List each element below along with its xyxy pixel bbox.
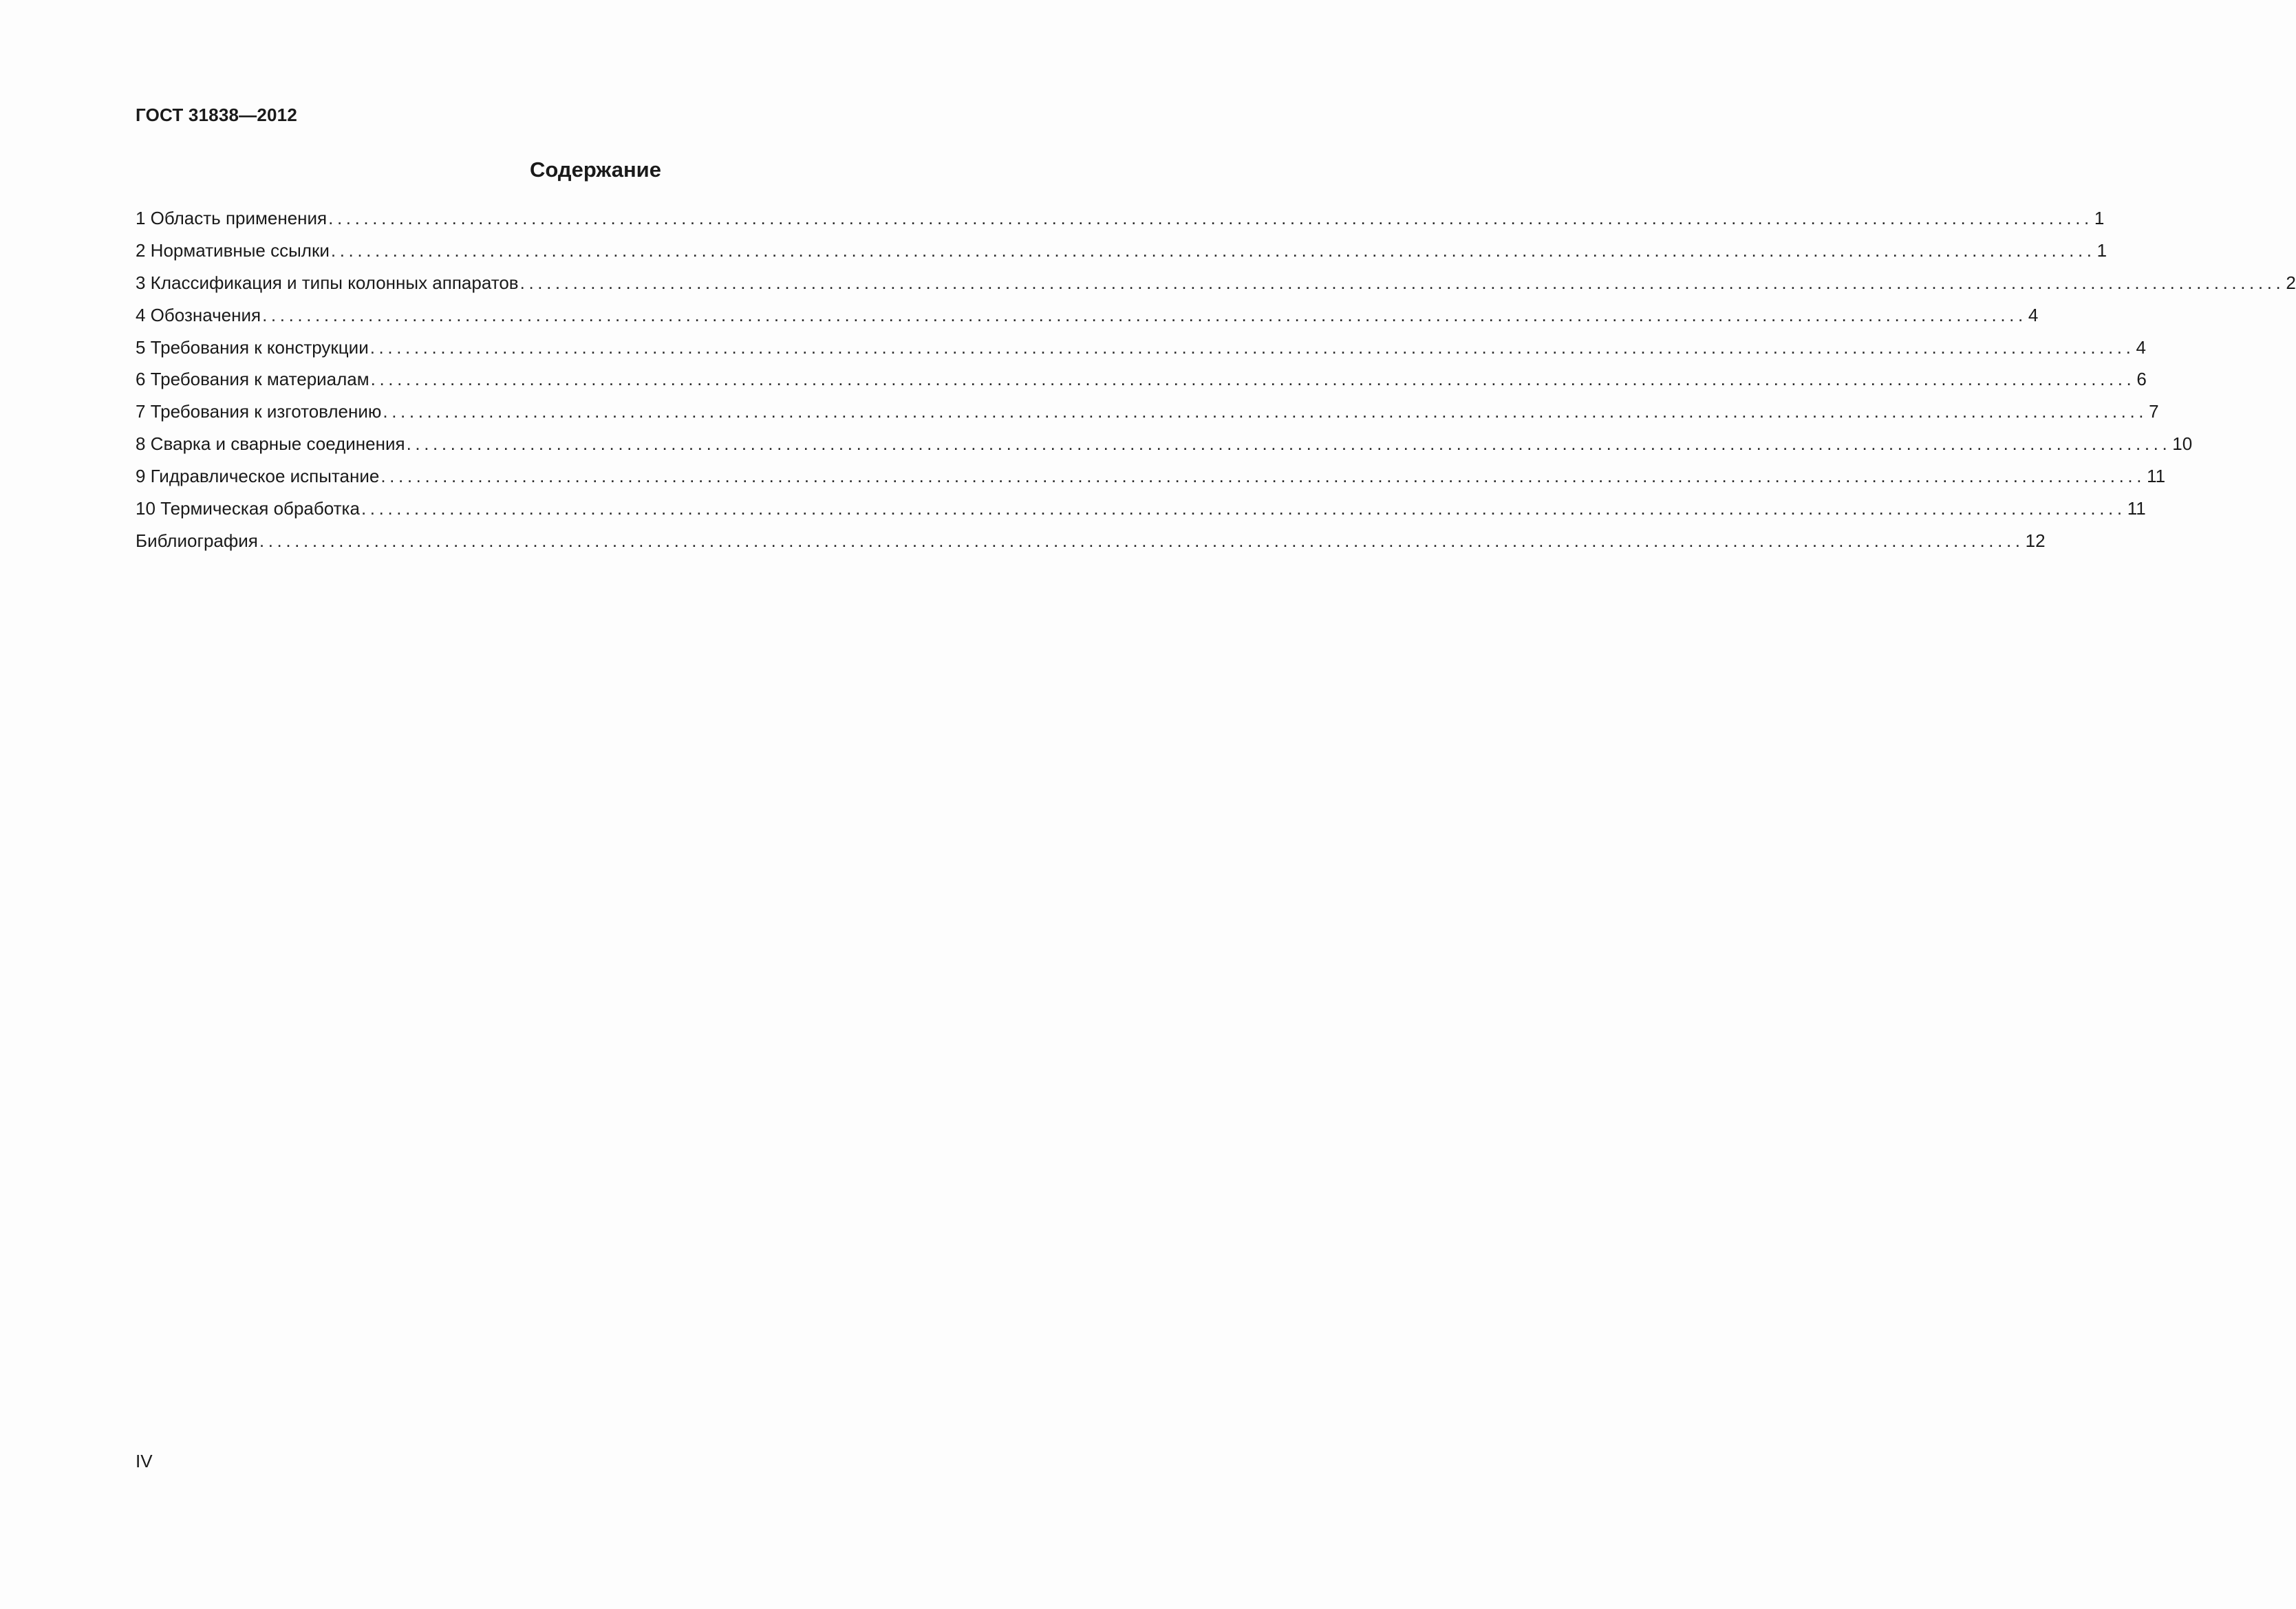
- toc-entry-title: 2 Нормативные ссылки: [136, 239, 330, 261]
- toc-entry[interactable]: [136, 304, 2039, 337]
- toc-leader-dots: ........................................................................................................................................................................................................: [262, 304, 2027, 325]
- toc-entry[interactable]: [136, 369, 2147, 401]
- toc-entry[interactable]: [136, 208, 2105, 240]
- toc-entry-page: 1: [2094, 208, 2105, 228]
- toc-entry[interactable]: [136, 336, 2146, 369]
- toc-entry-title: 5 Требования к конструкции: [136, 336, 369, 358]
- toc-entry-page: 12: [2025, 530, 2046, 551]
- toc-entry-page: 10: [2172, 433, 2193, 455]
- toc-leader-dots: ........................................................................................................................................................................................................: [383, 401, 2148, 422]
- toc-entry[interactable]: [136, 239, 2107, 272]
- toc-leader-dots: ........................................................................................................................................................................................................: [369, 336, 2135, 358]
- toc-entry[interactable]: [136, 466, 2166, 498]
- toc-entry-page: 7: [2149, 401, 2159, 422]
- toc-leader-dots: ........................................................................................................................................................................................................: [519, 272, 2285, 293]
- toc-leader-dots: ........................................................................................................................................................................................................: [406, 433, 2171, 455]
- toc-entry-title: 7 Требования к изготовлению: [136, 401, 382, 422]
- toc-entry-title: 10 Термическая обработка: [136, 498, 360, 519]
- toc-entry-page: 4: [2028, 304, 2039, 325]
- toc-entry[interactable]: [136, 433, 2193, 466]
- toc-entry[interactable]: [136, 272, 2296, 305]
- toc-entry-page: 1: [2096, 239, 2107, 261]
- toc-entry-page: 2: [2286, 272, 2296, 293]
- toc-heading: Содержание: [530, 158, 661, 182]
- toc-leader-dots: ........................................................................................................................................................................................................: [259, 530, 2024, 551]
- table-of-contents: [136, 208, 2296, 563]
- toc-leader-dots: ........................................................................................................................................................................................................: [361, 498, 2126, 519]
- document-code: ГОСТ 31838—2012: [136, 105, 297, 125]
- toc-leader-dots: ........................................................................................................................................................................................................: [330, 239, 2096, 261]
- toc-entry-title: 1 Область применения: [136, 208, 328, 228]
- toc-entry-title: 4 Обозначения: [136, 304, 261, 325]
- toc-entry-page: 4: [2136, 336, 2146, 358]
- toc-entry-title: 6 Требования к материалам: [136, 369, 369, 390]
- toc-entry-title: 3 Классификация и типы колонных аппаратов: [136, 272, 519, 293]
- toc-leader-dots: ........................................................................................................................................................................................................: [380, 466, 2146, 487]
- toc-entry-title: 8 Сварка и сварные соединения: [136, 433, 405, 455]
- page-number: IV: [136, 1451, 153, 1471]
- toc-entry-page: 11: [2147, 466, 2166, 487]
- toc-entry-page: 6: [2136, 369, 2147, 390]
- toc-entry[interactable]: [136, 498, 2146, 530]
- toc-entry-title: 9 Гидравлическое испытание: [136, 466, 380, 487]
- toc-entry-title: Библиография: [136, 530, 258, 551]
- toc-entry[interactable]: [136, 530, 2046, 563]
- toc-entry[interactable]: [136, 401, 2159, 433]
- toc-leader-dots: ........................................................................................................................................................................................................: [370, 369, 2136, 390]
- toc-entry-page: 11: [2127, 498, 2146, 519]
- toc-leader-dots: ........................................................................................................................................................................................................: [328, 208, 2093, 228]
